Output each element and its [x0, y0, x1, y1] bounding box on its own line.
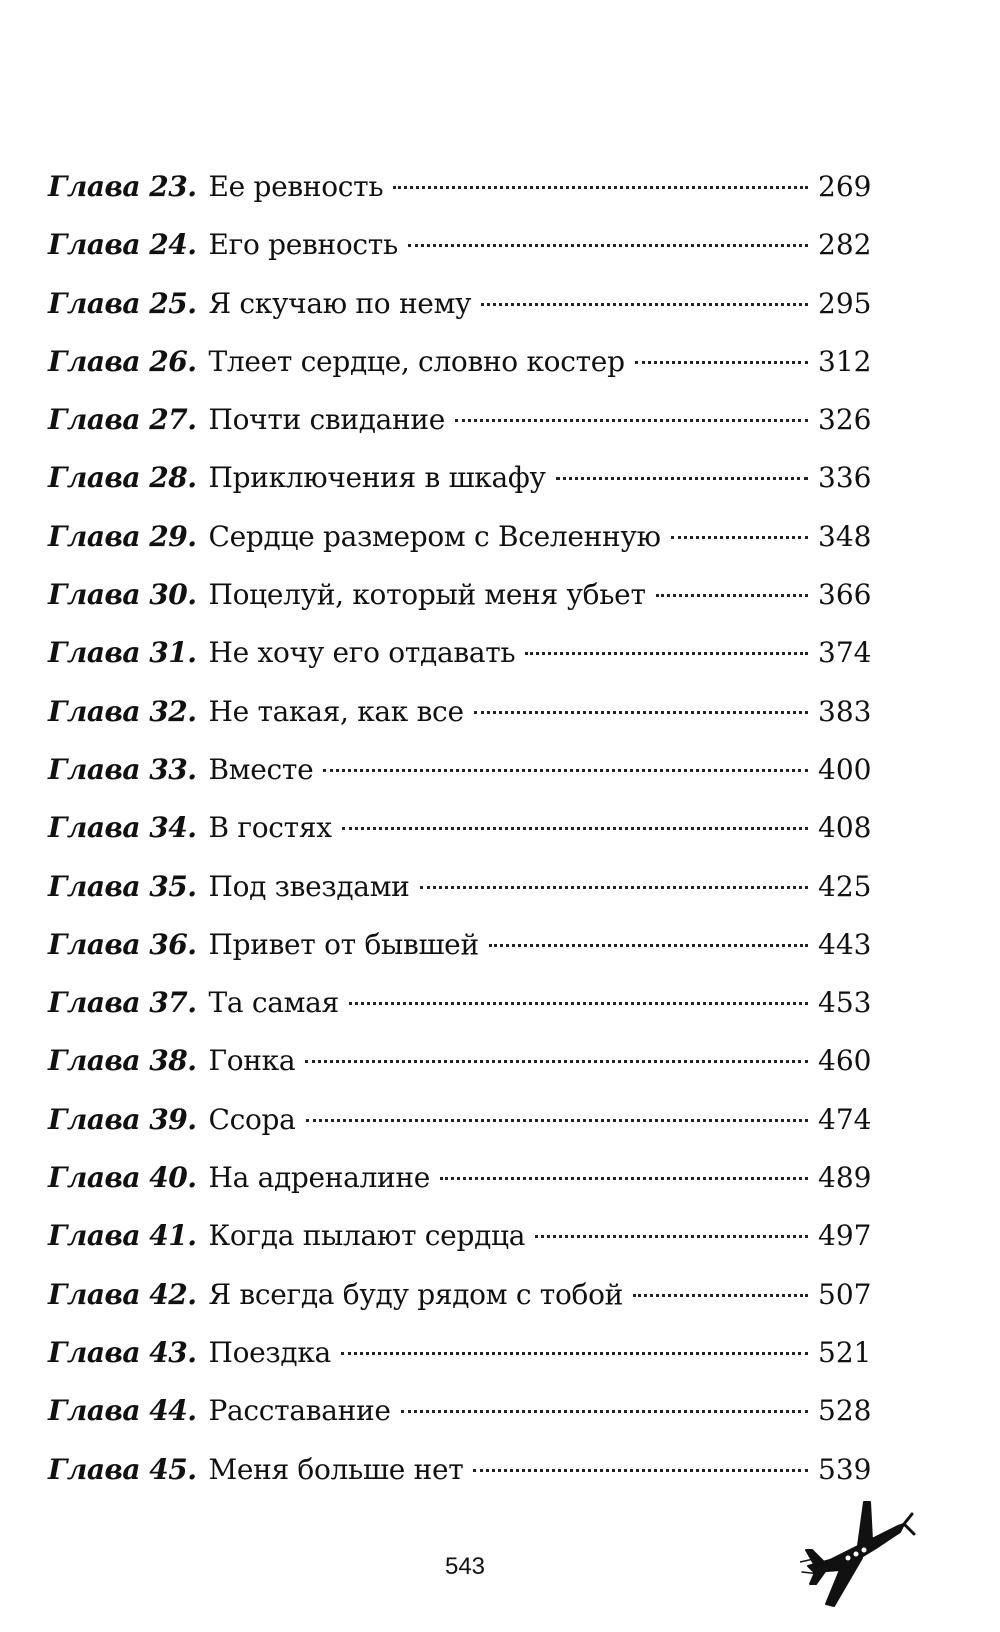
- dot-leader: [342, 827, 808, 830]
- dot-leader: [535, 1235, 808, 1238]
- chapter-label: Глава 30.: [48, 578, 197, 612]
- toc-entry: [48, 1161, 872, 1219]
- chapter-page-number: 282: [818, 228, 872, 262]
- chapter-page-number: 312: [818, 344, 872, 378]
- toc-entry: [48, 1394, 872, 1452]
- chapter-label: Глава 35.: [48, 869, 197, 903]
- chapter-label: Глава 23.: [48, 170, 197, 203]
- dot-leader: [481, 303, 808, 306]
- dot-leader: [656, 594, 808, 597]
- chapter-page-number: 521: [818, 1335, 872, 1369]
- chapter-label: Глава 24.: [48, 228, 197, 262]
- chapter-label: Глава 32.: [48, 694, 197, 728]
- dot-leader: [635, 361, 808, 364]
- dot-leader: [305, 1060, 808, 1063]
- toc-entry: [48, 927, 872, 986]
- dot-leader: [420, 886, 808, 889]
- dot-leader: [474, 711, 808, 714]
- dot-leader: [349, 1002, 808, 1005]
- chapter-title: Его ревность: [208, 228, 398, 262]
- toc-entry: [48, 1335, 872, 1394]
- chapter-label: Глава 29.: [48, 519, 197, 553]
- chapter-title: Меня больше нет: [208, 1452, 464, 1486]
- dot-leader: [455, 419, 808, 422]
- toc-entry: [48, 228, 872, 286]
- chapter-label: Глава 27.: [48, 403, 197, 437]
- chapter-page-number: 539: [818, 1452, 872, 1486]
- chapter-page-number: 425: [818, 869, 872, 903]
- chapter-page-number: 295: [818, 286, 872, 320]
- chapter-page-number: 460: [818, 1044, 872, 1078]
- chapter-page-number: 374: [818, 636, 872, 670]
- chapter-label: Глава 28.: [48, 461, 197, 495]
- chapter-title: На адреналине: [208, 1161, 431, 1195]
- chapter-title: Поездка: [208, 1335, 331, 1369]
- toc-entry: [48, 1044, 872, 1102]
- toc-entry: [48, 578, 872, 636]
- toc-entry: [48, 170, 872, 228]
- chapter-title: Тлеет сердце, словно костер: [208, 344, 625, 378]
- chapter-label: Глава 42.: [48, 1277, 197, 1311]
- chapter-label: Глава 45.: [48, 1452, 197, 1486]
- chapter-page-number: 336: [818, 461, 872, 495]
- chapter-title: Вместе: [208, 752, 314, 786]
- dot-leader: [671, 536, 808, 539]
- toc-entry: [48, 344, 872, 403]
- chapter-page-number: 497: [818, 1219, 872, 1253]
- chapter-label: Глава 39.: [48, 1102, 197, 1136]
- dot-leader: [393, 186, 808, 189]
- chapter-page-number: 366: [818, 578, 872, 612]
- dot-leader: [440, 1177, 808, 1180]
- dot-leader: [473, 1469, 808, 1472]
- chapter-title: Привет от бывшей: [208, 927, 479, 961]
- chapter-label: Глава 26.: [48, 344, 197, 378]
- toc-entry: [48, 1452, 872, 1511]
- toc-entry: [48, 636, 872, 694]
- chapter-page-number: 528: [818, 1394, 872, 1428]
- chapter-page-number: 383: [818, 694, 872, 728]
- dot-leader: [633, 1294, 808, 1297]
- airplane-icon: [800, 1500, 920, 1610]
- toc-entry: [48, 1102, 872, 1161]
- chapter-page-number: 326: [818, 403, 872, 437]
- chapter-label: Глава 40.: [48, 1161, 197, 1195]
- chapter-label: Глава 41.: [48, 1219, 197, 1253]
- chapter-title: Ее ревность: [208, 170, 384, 203]
- chapter-title: Когда пылают сердца: [208, 1219, 526, 1253]
- chapter-label: Глава 36.: [48, 927, 197, 961]
- chapter-page-number: 489: [818, 1161, 872, 1195]
- toc-entry: [48, 694, 872, 753]
- toc-entry: [48, 1277, 872, 1336]
- chapter-title: Я всегда буду рядом с тобой: [208, 1277, 624, 1311]
- chapter-page-number: 474: [818, 1102, 872, 1136]
- toc-entry: [48, 286, 872, 345]
- chapter-label: Глава 37.: [48, 986, 197, 1020]
- toc-entry: [48, 752, 872, 811]
- chapter-title: В гостях: [208, 811, 332, 845]
- chapter-title: Ссора: [208, 1102, 296, 1136]
- dot-leader: [408, 244, 808, 247]
- page-number: 543: [444, 1553, 486, 1580]
- dot-leader: [341, 1352, 808, 1355]
- chapter-page-number: 443: [818, 927, 872, 961]
- chapter-label: Глава 44.: [48, 1394, 197, 1428]
- chapter-title: Расставание: [208, 1394, 391, 1428]
- chapter-page-number: 269: [818, 170, 872, 203]
- chapter-page-number: 507: [818, 1277, 872, 1311]
- toc-entry: [48, 811, 872, 869]
- chapter-label: Глава 33.: [48, 752, 197, 786]
- chapter-page-number: 348: [818, 519, 872, 553]
- dot-leader: [556, 477, 808, 480]
- dot-leader: [306, 1119, 808, 1122]
- dot-leader: [489, 944, 808, 947]
- chapter-title: Приключения в шкафу: [208, 461, 546, 495]
- chapter-title: Не хочу его отдавать: [208, 636, 516, 670]
- chapter-title: Гонка: [208, 1044, 296, 1078]
- toc-entry: [48, 403, 872, 461]
- table-of-contents: [48, 170, 872, 1511]
- chapter-label: Глава 43.: [48, 1335, 197, 1369]
- toc-entry: [48, 519, 872, 578]
- toc-entry: [48, 1219, 872, 1277]
- chapter-page-number: 453: [818, 986, 872, 1020]
- chapter-title: Сердце размером с Вселенную: [208, 519, 661, 553]
- chapter-title: Я скучаю по нему: [208, 286, 472, 320]
- dot-leader: [525, 652, 808, 655]
- chapter-page-number: 408: [818, 811, 872, 845]
- chapter-page-number: 400: [818, 752, 872, 786]
- chapter-title: Та самая: [208, 986, 339, 1020]
- chapter-title: Под звездами: [208, 869, 410, 903]
- chapter-title: Поцелуй, который меня убьет: [208, 578, 646, 612]
- chapter-label: Глава 38.: [48, 1044, 197, 1078]
- toc-entry: [48, 461, 872, 519]
- toc-entry: [48, 869, 872, 928]
- dot-leader: [401, 1410, 808, 1413]
- chapter-label: Глава 31.: [48, 636, 197, 670]
- chapter-label: Глава 25.: [48, 286, 197, 320]
- chapter-title: Почти свидание: [208, 403, 446, 437]
- chapter-label: Глава 34.: [48, 811, 197, 845]
- dot-leader: [323, 769, 808, 772]
- toc-entry: [48, 986, 872, 1044]
- chapter-title: Не такая, как все: [208, 694, 464, 728]
